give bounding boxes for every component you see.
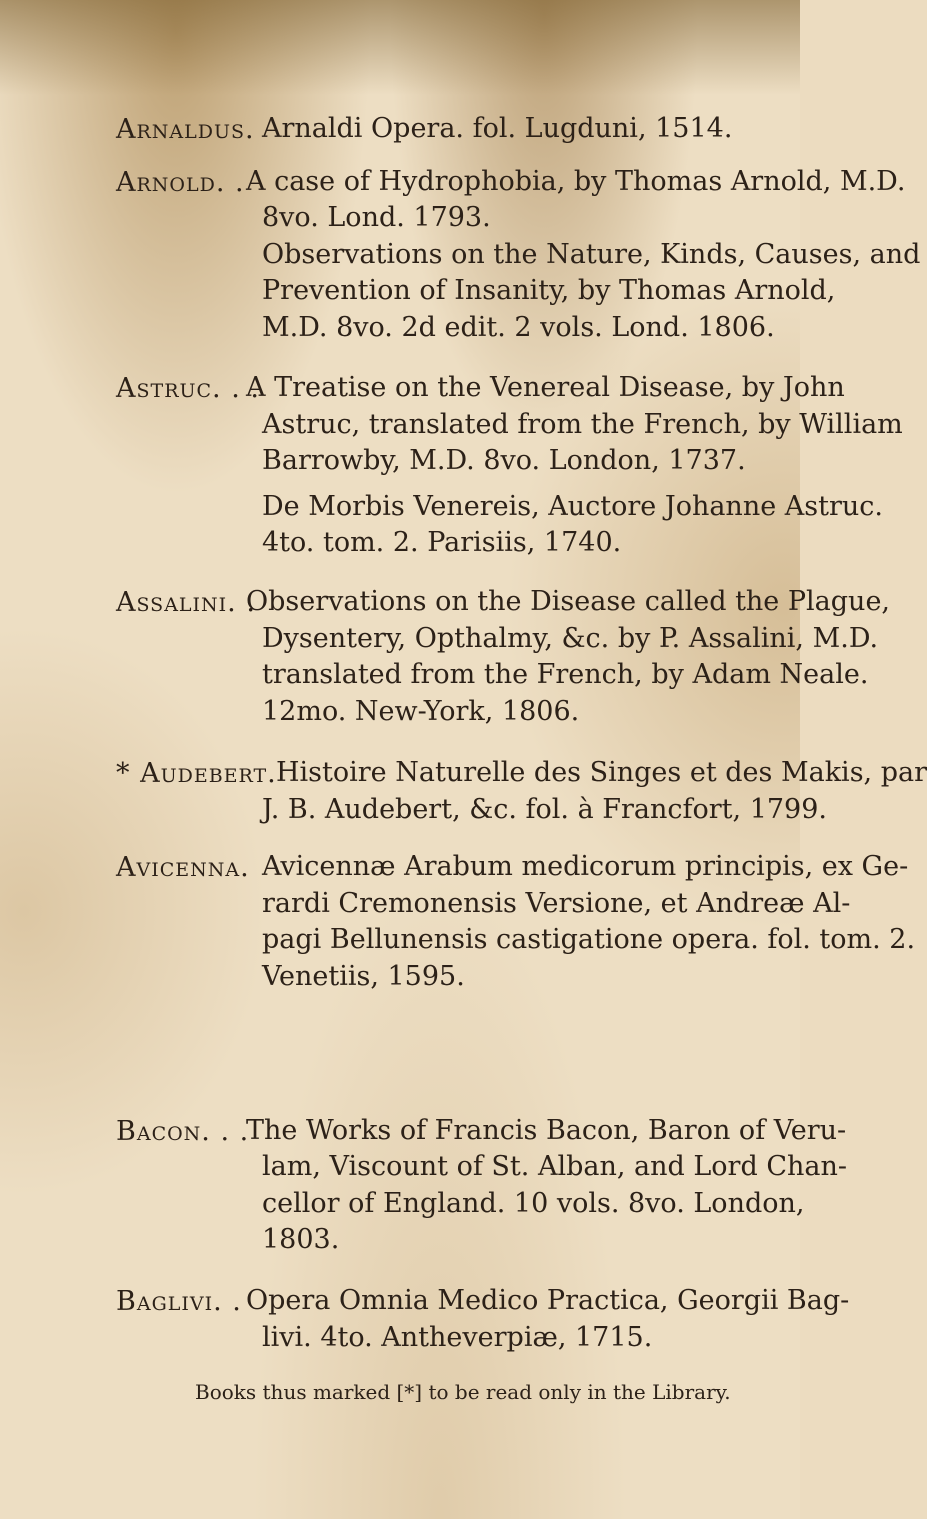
entry-heading: Astruc. . . bbox=[116, 373, 260, 404]
entry-line: De Morbis Venereis, Auctore Johanne Astruc. bbox=[262, 491, 883, 522]
entry-line: The Works of Francis Bacon, Baron of Veru- bbox=[246, 1115, 847, 1146]
entry-line: Arnaldi Opera. fol. Lugduni, 1514. bbox=[262, 113, 733, 144]
entry-line: rardi Cremonensis Versione, et Andreæ Al- bbox=[262, 888, 851, 919]
page-stain bbox=[0, 0, 800, 95]
entry-line: Prevention of Insanity, by Thomas Arnold, bbox=[262, 275, 836, 306]
entry-line: Avicennæ Arabum medicorum principis, ex Ge- bbox=[262, 851, 909, 882]
footnote: Books thus marked [*] to be read only in the Library. bbox=[195, 1380, 731, 1404]
entry-line: Dysentery, Opthalmy, &c. by P. Assalini, M.D. bbox=[262, 623, 879, 654]
entry-line: 8vo. Lond. 1793. bbox=[262, 202, 491, 233]
entry-heading: Arnaldus. bbox=[116, 114, 255, 145]
entry-line: J. B. Audebert, &c. fol. à Francfort, 1799. bbox=[262, 794, 827, 825]
entry-line: Observations on the Disease called the Plague, bbox=[246, 586, 891, 617]
entry-heading: Bacon. . . bbox=[116, 1116, 250, 1147]
entry-line: M.D. 8vo. 2d edit. 2 vols. Lond. 1806. bbox=[262, 312, 775, 343]
entry-line: Astruc, translated from the French, by William bbox=[262, 409, 903, 440]
entry-line: Histoire Naturelle des Singes et des Makis, par bbox=[276, 757, 927, 788]
entry-line: translated from the French, by Adam Neale. bbox=[262, 659, 869, 690]
entry-heading: Avicenna. bbox=[116, 852, 250, 883]
entry-heading: Baglivi. . bbox=[116, 1286, 242, 1317]
entry-line: Opera Omnia Medico Practica, Georgii Bag- bbox=[246, 1285, 850, 1316]
entry-heading: * Audebert. bbox=[116, 758, 277, 789]
entry-line: A case of Hydrophobia, by Thomas Arnold, M.D. bbox=[246, 166, 906, 197]
entry-line: Barrowby, M.D. 8vo. London, 1737. bbox=[262, 445, 746, 476]
entry-line: cellor of England. 10 vols. 8vo. London, bbox=[262, 1188, 805, 1219]
entry-line: livi. 4to. Antheverpiæ, 1715. bbox=[262, 1322, 653, 1353]
entry-heading: Arnold. . bbox=[116, 167, 245, 198]
entry-heading: Assalini. . bbox=[116, 587, 256, 618]
entry-line: pagi Bellunensis castigatione opera. fol. tom. 2. bbox=[262, 924, 916, 955]
entry-line: A Treatise on the Venereal Disease, by John bbox=[246, 372, 845, 403]
entry-line: lam, Viscount of St. Alban, and Lord Chan- bbox=[262, 1151, 847, 1182]
entry-line: Observations on the Nature, Kinds, Causes, and bbox=[262, 239, 921, 270]
entry-line: Venetiis, 1595. bbox=[262, 961, 465, 992]
entry-line: 4to. tom. 2. Parisiis, 1740. bbox=[262, 527, 622, 558]
entry-line: 1803. bbox=[262, 1224, 340, 1255]
entry-line: 12mo. New-York, 1806. bbox=[262, 696, 580, 727]
